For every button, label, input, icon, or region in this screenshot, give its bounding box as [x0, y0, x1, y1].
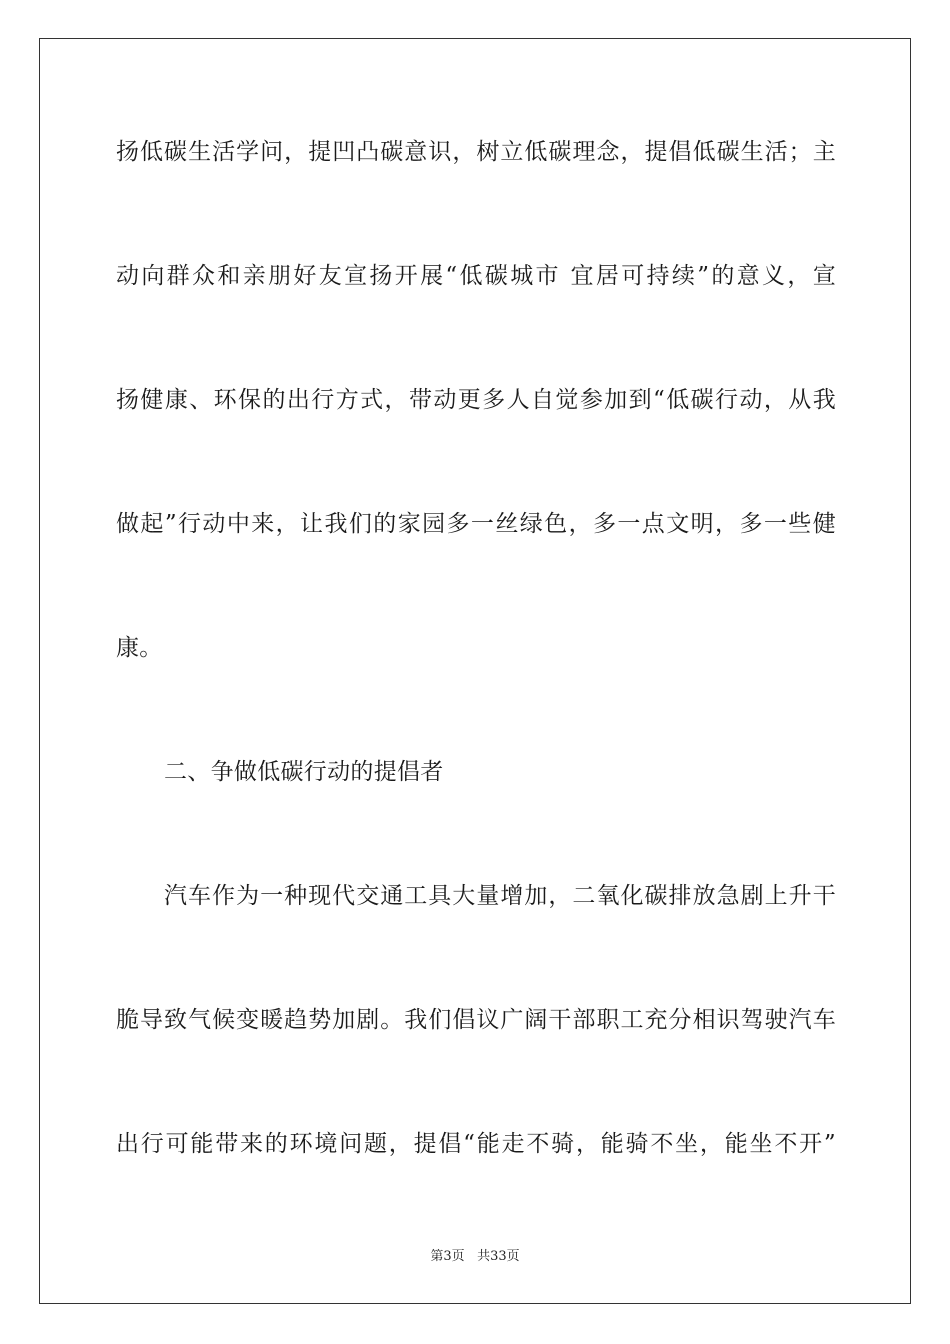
paragraph-line: 康。 [116, 635, 163, 661]
paragraph-line: 汽车作为一种现代交通工具大量增加，二氧化碳排放急剧上升干 [164, 883, 836, 909]
page-footer [0, 1248, 950, 1266]
paragraph-line: 做起”行动中来，让我们的家园多一丝绿色，多一点文明，多一些健 [116, 511, 836, 537]
page-number: 第3页 [430, 1249, 465, 1264]
paragraph-line: 扬健康、环保的出行方式，带动更多人自觉参加到“低碳行动，从我 [116, 387, 836, 413]
total-pages: 共33页 [477, 1249, 520, 1264]
paragraph-line: 动向群众和亲朋好友宣扬开展“低碳城市 宜居可持续”的意义，宣 [116, 263, 836, 289]
section-heading: 二、争做低碳行动的提倡者 [164, 759, 444, 785]
page-border [39, 38, 911, 1304]
paragraph-line: 脆导致气候变暖趋势加剧。我们倡议广阔干部职工充分相识驾驶汽车 [116, 1007, 836, 1033]
paragraph-line: 出行可能带来的环境问题，提倡“能走不骑，能骑不坐，能坐不开” [116, 1131, 836, 1157]
paragraph-line: 扬低碳生活学问，提凹凸碳意识，树立低碳理念，提倡低碳生活；主 [116, 139, 836, 165]
